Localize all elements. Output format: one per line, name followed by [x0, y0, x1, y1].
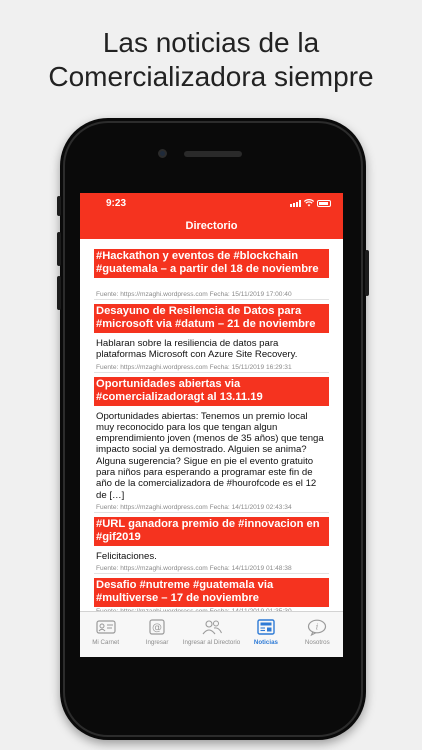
battery-icon	[317, 200, 331, 207]
news-card[interactable]	[94, 249, 329, 300]
news-title[interactable]: Oportunidades abiertas via #comercializadoragt al 13.11.19	[94, 377, 329, 406]
status-icons	[290, 199, 331, 207]
signal-icon	[290, 200, 301, 207]
news-excerpt: Hablaran sobre la resiliencia de datos para plataformas Microsoft con Azure Site Recovery.	[96, 338, 298, 361]
news-excerpt: Felicitaciones.	[96, 550, 157, 562]
svg-text:@: @	[152, 622, 163, 634]
status-time: 9:23	[106, 198, 127, 209]
nav-title: Directorio	[185, 220, 238, 232]
tab-mi-carnet[interactable]	[80, 612, 131, 657]
newspaper-icon	[255, 618, 277, 636]
news-title[interactable]: #URL ganadora premio de #innovacion en #gif2019	[94, 517, 329, 546]
status-bar	[80, 193, 343, 213]
nav-bar	[80, 213, 343, 239]
news-meta: Fuente: https://mzaghi.wordpress.com Fecha: 15/11/2019 17:00:40	[94, 290, 329, 300]
news-card[interactable]	[94, 517, 329, 574]
phone-volume-up	[57, 232, 61, 266]
front-camera	[158, 149, 167, 158]
marketing-headline	[0, 26, 422, 94]
at-sign-icon	[146, 618, 168, 636]
phone-volume-down	[57, 276, 61, 310]
tab-label: Nosotros	[304, 639, 330, 646]
tab-ingresar-directorio[interactable]	[183, 612, 240, 657]
tab-ingresar[interactable]	[131, 612, 182, 657]
tab-noticias[interactable]	[240, 612, 291, 657]
tab-label: Ingresar	[145, 639, 169, 646]
people-icon	[201, 618, 223, 636]
earpiece-speaker	[184, 151, 242, 157]
app-screen	[80, 193, 343, 657]
news-title[interactable]: Desafio #nutreme #guatemala via #multiverse – 17 de noviembre	[94, 578, 329, 607]
tab-bar	[80, 611, 343, 657]
news-title[interactable]: Desayuno de Resilencia de Datos para #microsoft via #datum – 21 de noviembre	[94, 304, 329, 333]
wifi-icon	[304, 199, 314, 207]
id-card-icon	[95, 618, 117, 636]
info-bubble-icon	[306, 618, 328, 636]
headline-line-1: Las noticias de la	[102, 27, 320, 58]
headline-line-2: Comercializadora siempre	[48, 61, 374, 92]
news-feed[interactable]	[80, 239, 343, 611]
tab-nosotros[interactable]	[292, 612, 343, 657]
news-card[interactable]	[94, 304, 329, 373]
phone-power-button	[365, 250, 369, 296]
tab-label: Mi Carnet	[92, 639, 120, 646]
svg-text:i: i	[316, 622, 319, 631]
tab-label: Noticias	[253, 639, 278, 646]
news-excerpt: Oportunidades abiertas: Tenemos un premio local muy reconocido para los que tengan algun emprendimiento joven (menos de 35 años) que tenga impacto social ya demostrado. Alguien se anima? Alguna sugerencia? Sigue en pie el evento gratuito para niños para esperando a programar este fin de año de la comercializadora de #hourofcode es el 12 de […]	[96, 410, 324, 501]
news-title[interactable]: #Hackathon y eventos de #blockchain #guatemala – a partir del 18 de noviembre	[94, 249, 329, 278]
news-meta: Fuente: https://mzaghi.wordpress.com Fecha: 15/11/2019 16:29:31	[94, 363, 329, 373]
news-meta: Fuente: https://mzaghi.wordpress.com Fecha: 14/11/2019 01:48:38	[94, 564, 329, 574]
phone-side-button	[57, 196, 61, 216]
news-meta: Fuente: https://mzaghi.wordpress.com Fecha: 14/11/2019 02:43:34	[94, 503, 329, 513]
tab-label: Ingresar al Directorio	[182, 639, 241, 646]
news-card[interactable]	[94, 377, 329, 513]
